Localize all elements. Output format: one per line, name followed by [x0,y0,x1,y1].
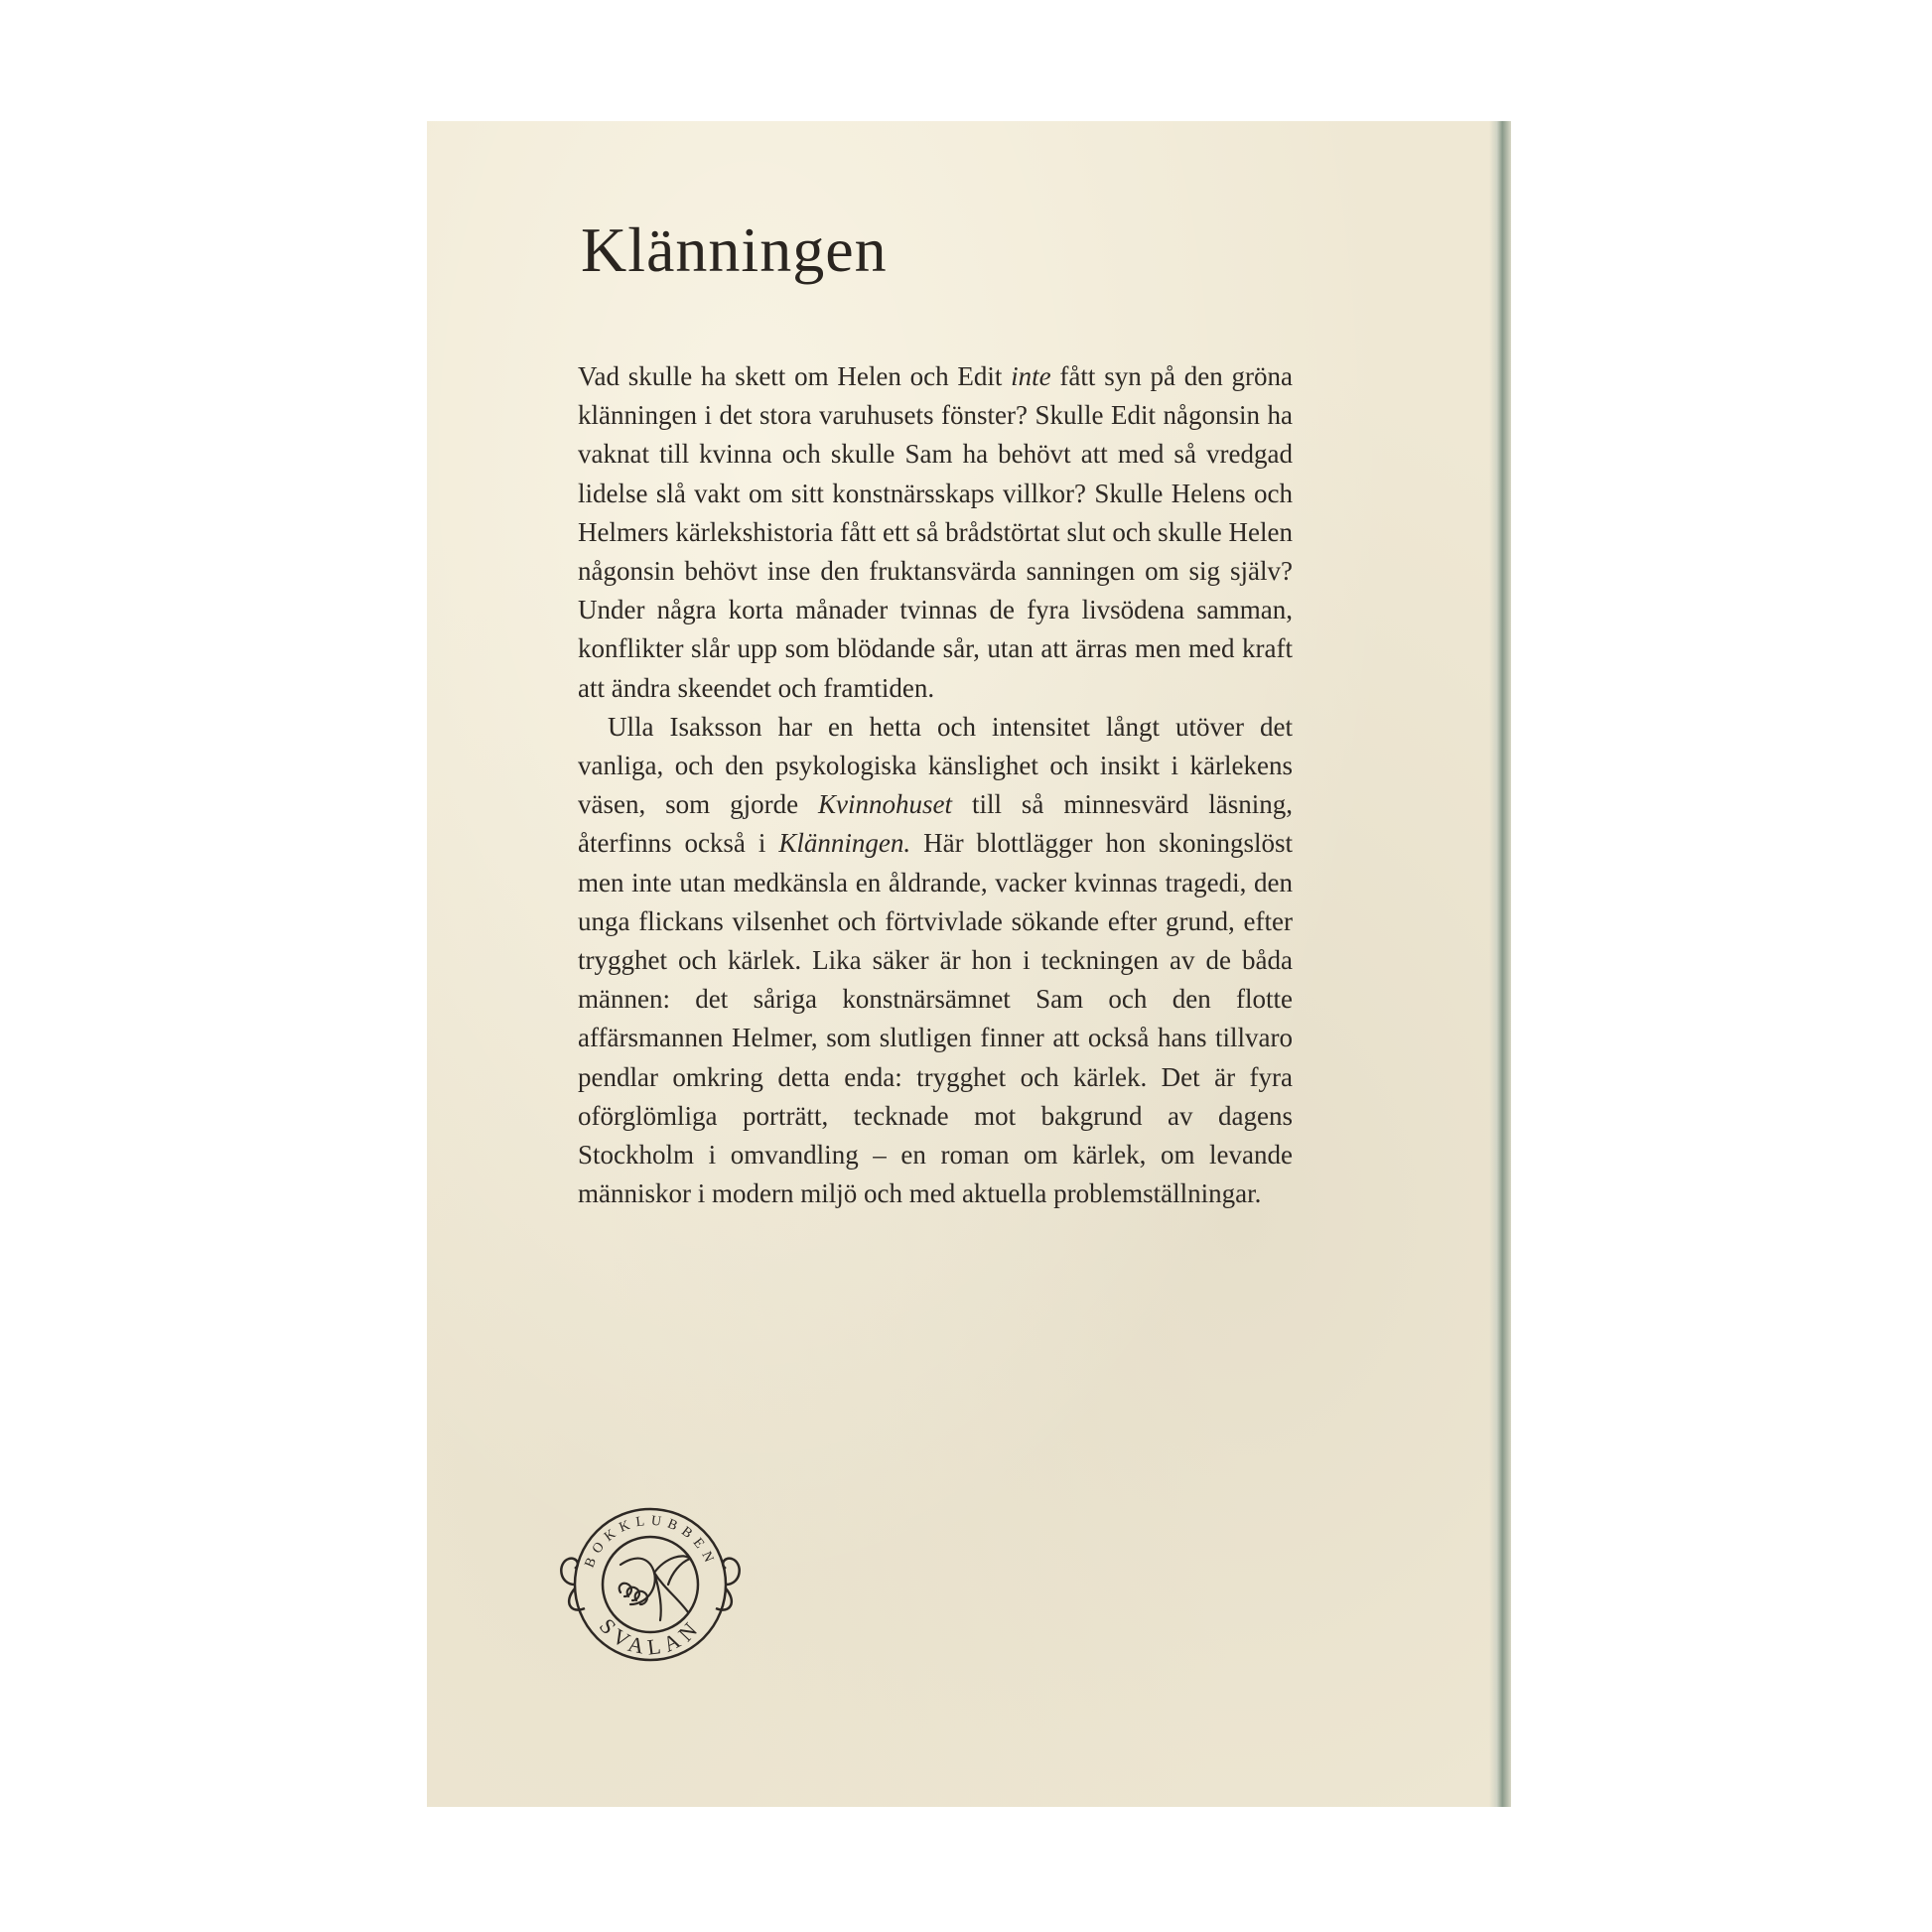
text-run: Ulla Isaksson har en hetta och intensitet långt utöver det vanliga, och den psykologiska känslighet och insikt i kärlekens väsen, som gjorde [578,711,1293,820]
emblem-bottom-text-path: SVALAN [594,1612,707,1660]
emblem-top-text-path: BOKKLUBBEN [582,1513,719,1571]
blurb-paragraph-1 [578,357,1293,708]
italic-run: Klänningen. [778,828,911,859]
emblem-bottom-text [595,1613,706,1660]
text-run: Vad skulle ha skett om Helen och Edit [578,361,1012,391]
italic-run: Kvinnohuset [818,789,953,820]
page-title: Klänningen [581,214,888,285]
emblem-top-text [583,1514,719,1571]
publisher-emblem [551,1493,750,1662]
text-run: Här blottlägger hon skoningslöst men inte utan medkänsla en åldrande, vacker kvinnas tragedi, den unga flickans vilsenhet och förtvivlade sökande efter grund, efter trygghet och kärlek. Lika säker är hon i teckningen av de båda männen: det såriga konstnärsämnet Sam och den flotte affärsmannen Helmer, som slutligen finner att också hans tillvaro pendlar omkring detta enda: trygghet och kärlek. Det är fyra oförglömliga porträtt, tecknade mot bakgrund av dagens Stockholm i omvandling – en roman om kärlek, om levande människor i modern miljö och med aktuella problemställningar. [578,828,1294,1209]
book-spine-edge [1489,121,1511,1807]
blurb-paragraph-2 [578,708,1293,1214]
book-back-cover [427,121,1511,1807]
text-run: till så minnesvärd läsning, återfinns också i [578,789,1293,859]
text-run: fått syn på den gröna klänningen i det stora varuhusets fönster? Skulle Edit någonsin ha vaknat till kvinna och skulle Sam ha behövt att med så vredgad lidelse slå vakt om sitt konstnärsskaps villkor? Skulle Helens och Helmers kärlekshistoria fått ett så brådstörtat slut och skulle Helen någonsin behövt inse den fruktansvärda sanningen om sig själv? Under några korta månader tvinnas de fyra livsödena samman, konflikter slår upp som blödande sår, utan att ärras men med kraft att ändra skeendet och framtiden. [578,361,1293,703]
blurb-text [578,357,1293,1213]
swallow-icon [620,1556,690,1620]
italic-run: inte [1011,361,1051,391]
